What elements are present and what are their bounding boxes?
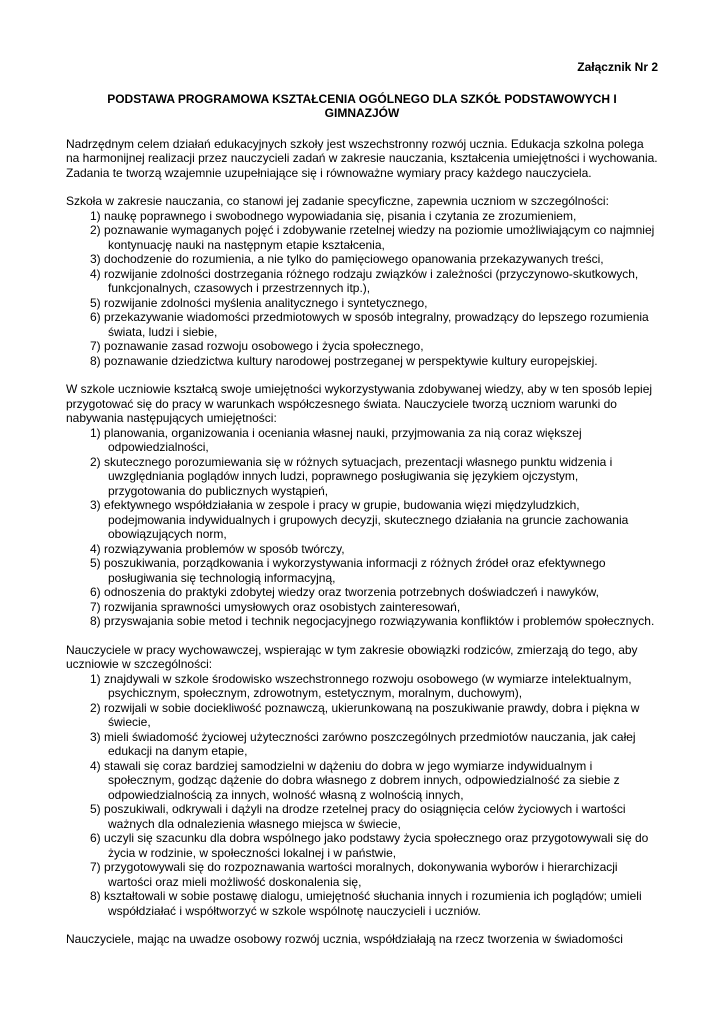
item-number: 2): [90, 454, 101, 469]
list-item: [78, 252, 658, 267]
list-item: [78, 339, 658, 354]
intro-paragraph: Nadrzędnym celem działań edukacyjnych szkoły jest wszechstronny rozwój ucznia. Edukacja szkolna polega na harmonijnej realizacji przez nauczycieli zadań w zakresie nauczania, kształcenia umiejętności i wychowania. Zadania te tworzą wzajemnie uzupełniające się i równoważne wymiary pracy każdego nauczyciela.: [66, 136, 658, 180]
item-text: przyswajania sobie metod i technik negocjacyjnego rozwiązywania konfliktów i problemów społecznych.: [104, 614, 655, 628]
list-item: [78, 802, 658, 831]
list-item: [78, 672, 658, 701]
item-number: 6): [90, 585, 101, 599]
document-title-line-2: GIMNAZJÓW: [324, 106, 400, 120]
item-text: skutecznego porozumiewania się w różnych sytuacjach, prezentacji własnego punktu widzenia i uwzględniania poglądów innych ludzi, poprawnego posługiwania się językiem ojczystym, przygotowania do publicznych wystąpień,: [104, 454, 613, 498]
list-item: [78, 267, 658, 296]
item-text: poznawanie wymaganych pojęć i zdobywanie rzetelnej wiedzy na poziomie umożliwiającym co najmniej kontynuację nauki na następnym etapie kształcenia,: [104, 223, 655, 252]
document-section: [66, 194, 658, 368]
item-number: 5): [90, 802, 101, 816]
list-item: [78, 310, 658, 339]
item-number: 3): [90, 498, 101, 512]
list-item: [78, 889, 658, 918]
list-item: [78, 223, 658, 252]
list-item: [78, 354, 658, 369]
item-number: 6): [90, 310, 101, 324]
item-number: 4): [90, 758, 101, 773]
item-text: rozwijanie zdolności myślenia analitycznego i syntetycznego,: [104, 295, 428, 310]
item-number: 8): [90, 614, 101, 628]
item-text: rozwijanie zdolności dostrzegania różnego rodzaju związków i zależności (przyczynowo-skutkowych, funkcjonalnych, czasowych i przestrzennych itp.),: [104, 266, 639, 295]
item-number: 8): [90, 889, 101, 903]
item-text: rozwijali w sobie dociekliwość poznawczą, ukierunkowaną na poszukiwanie prawdy, dobra i piękna w świecie,: [104, 700, 640, 729]
sections-container: [66, 194, 658, 918]
item-number: 4): [90, 541, 101, 556]
item-number: 1): [90, 425, 101, 440]
closing-paragraph: Nauczyciele, mając na uwadze osobowy rozwój ucznia, współdziałają na rzecz tworzenia w świadomości: [66, 932, 623, 946]
list-item: [78, 614, 658, 629]
section-lead: W szkole uczniowie kształcą swoje umiejętności wykorzystywania zdobywanej wiedzy, aby w ten sposób lepiej przygotować się do pracy w warunkach współczesnego świata. Nauczyciele tworzą uczniom warunki do nabywania następujących umiejętności:: [66, 382, 653, 425]
item-text: poszukiwania, porządkowania i wykorzystywania informacji z różnych źródeł oraz efektywnego posługiwania się technologią informacyjną,: [104, 556, 606, 585]
item-text: uczyli się szacunku dla dobra wspólnego jako podstawy życia społecznego oraz przygotowywali się do życia w rodzinie, w społeczności lokalnej i w państwie,: [104, 831, 649, 860]
list-item: [78, 209, 658, 224]
item-number: 8): [90, 353, 101, 368]
item-number: 7): [90, 599, 101, 614]
list-item: [78, 585, 658, 600]
item-text: efektywnego współdziałania w zespole i pracy w grupie, budowania więzi międzyludzkich, podejmowania indywidualnych i grupowych decyzji, skutecznego działania na gruncie zachowania obowiązujących norm,: [104, 498, 629, 541]
item-number: 2): [90, 223, 101, 237]
item-number: 1): [90, 208, 101, 223]
item-text: poznawanie dziedzictwa kultury narodowej postrzeganej w perspektywie kultury europejskiej.: [104, 353, 598, 368]
item-text: odnoszenia do praktyki zdobytej wiedzy oraz tworzenia potrzebnych doświadczeń i nawyków,: [104, 585, 599, 599]
item-number: 4): [90, 266, 101, 281]
item-text: poznawanie zasad rozwoju osobowego i życia społecznego,: [104, 339, 424, 353]
list-item: [78, 498, 658, 542]
item-text: kształtowali w sobie postawę dialogu, umiejętność słuchania innych i rozumienia ich poglądów; umieli współdziałać i współtworzyć w szkole wspólnotę nauczycieli i uczniów.: [104, 889, 642, 918]
item-number: 3): [90, 729, 101, 744]
list-item: [78, 701, 658, 730]
annex-label: Załącznik Nr 2: [577, 60, 658, 74]
document-section: [66, 382, 658, 629]
item-text: przygotowywali się do rozpoznawania wartości moralnych, dokonywania wyborów i hierarchizacji wartości oraz mieli możliwość doskonalenia się,: [104, 860, 618, 889]
item-text: znajdywali w szkole środowisko wszechstronnego rozwoju osobowego (w wymiarze intelektualnym, psychicznym, społecznym, zdrowotnym, estetycznym, moralnym, duchowym),: [104, 671, 632, 700]
list-item: [78, 556, 658, 585]
item-number: 1): [90, 671, 101, 686]
item-number: 6): [90, 831, 101, 845]
item-text: naukę poprawnego i swobodnego wypowiadania się, pisania i czytania ze zrozumieniem,: [104, 208, 577, 223]
item-text: mieli świadomość życiowej użyteczności zarówno poszczególnych przedmiotów nauczania, jak całej edukacji na danym etapie,: [104, 729, 636, 758]
list-item: [78, 455, 658, 499]
section-lead: Nauczyciele w pracy wychowawczej, wspierając w tym zakresie obowiązki rodziców, zmierzają do tego, aby uczniowie w szczególności:: [66, 642, 638, 671]
list-item: [78, 831, 658, 860]
item-number: 3): [90, 252, 101, 266]
section-lead: Szkoła w zakresie nauczania, co stanowi jej zadanie specyficzne, zapewnia uczniom w szczególności:: [66, 194, 609, 208]
item-number: 2): [90, 700, 101, 715]
section-items: [66, 426, 658, 629]
item-number: 5): [90, 556, 101, 570]
item-number: 7): [90, 860, 101, 874]
document-section: [66, 643, 658, 919]
item-text: planowania, organizowania i oceniania własnej nauki, przyjmowania za nią coraz większej odpowiedzialności,: [104, 425, 582, 454]
section-items: [66, 209, 658, 369]
item-number: 5): [90, 295, 101, 310]
list-item: [78, 426, 658, 455]
list-item: [78, 759, 658, 803]
list-item: [78, 860, 658, 889]
item-number: 7): [90, 339, 101, 353]
list-item: [78, 730, 658, 759]
list-item: [78, 600, 658, 615]
item-text: przekazywanie wiadomości przedmiotowych w sposób integralny, prowadzący do lepszego rozumienia świata, ludzi i siebie,: [104, 310, 649, 339]
item-text: poszukiwali, odkrywali i dążyli na drodze rzetelnej pracy do osiągnięcia celów życiowych i wartości ważnych dla odnalezienia własnego miejsca w świecie,: [104, 802, 626, 831]
item-text: rozwijania sprawności umysłowych oraz osobistych zainteresowań,: [104, 599, 461, 614]
item-text: dochodzenie do rozumienia, a nie tylko do pamięciowego opanowania przekazywanych treści,: [104, 252, 604, 266]
item-text: stawali się coraz bardziej samodzielni w dążeniu do dobra w jego wymiarze indywidualnym i społecznym, godząc dążenie do dobra własnego z dobrem innych, odpowiedzialność za siebie z odpowiedzialnością za innych, wolność własną z wolnością innych,: [104, 758, 620, 802]
document-title: [66, 92, 658, 121]
list-item: [78, 296, 658, 311]
document-title-line-1: PODSTAWA PROGRAMOWA KSZTAŁCENIA OGÓLNEGO DLA SZKÓŁ PODSTAWOWYCH I: [107, 91, 617, 106]
section-items: [66, 672, 658, 919]
item-text: rozwiązywania problemów w sposób twórczy,: [104, 541, 345, 556]
list-item: [78, 542, 658, 557]
